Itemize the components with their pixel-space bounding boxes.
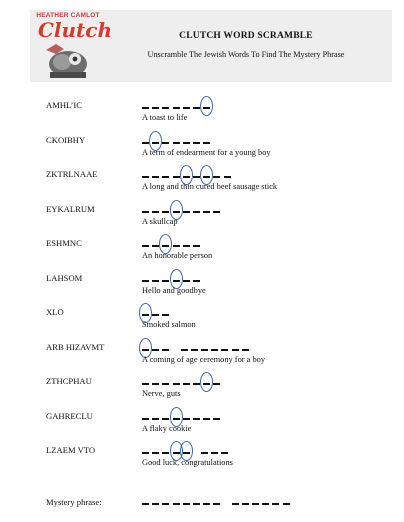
letter-blank[interactable] [193, 383, 200, 385]
letter-blank[interactable] [213, 383, 220, 385]
letter-blank[interactable] [142, 211, 149, 213]
letter-blank[interactable] [162, 349, 169, 351]
letter-blank[interactable] [152, 503, 159, 505]
letter-blank[interactable] [193, 503, 200, 505]
clue-text: An honorable person [142, 251, 213, 260]
letter-blank[interactable] [142, 418, 149, 420]
letter-blank[interactable] [252, 503, 259, 505]
letter-blank[interactable] [191, 349, 198, 351]
letter-blank[interactable] [183, 280, 190, 282]
scrambled-word: GAHRECLU [46, 410, 93, 421]
letter-blank[interactable] [283, 503, 290, 505]
letter-blank[interactable] [193, 280, 200, 282]
scrambled-word: AMHL’IC [46, 100, 82, 110]
letter-blank[interactable] [201, 452, 208, 454]
letter-blank[interactable] [142, 452, 149, 454]
letter-blank[interactable] [173, 503, 180, 505]
letter-blank[interactable] [183, 107, 190, 109]
letter-blank[interactable] [142, 142, 149, 144]
letter-blank[interactable] [183, 211, 190, 213]
letter-blank[interactable] [181, 349, 188, 351]
letter-blank[interactable] [242, 503, 249, 505]
letter-blank[interactable] [193, 176, 200, 178]
letter-blank[interactable] [152, 107, 159, 109]
letter-blank[interactable] [162, 383, 169, 385]
letter-blank[interactable] [162, 107, 169, 109]
letter-blank[interactable] [173, 176, 180, 178]
clue-text: Nerve, guts [142, 389, 181, 398]
letter-blank[interactable] [162, 503, 169, 505]
scrambled-word: ZTHCPHAU [46, 376, 92, 386]
letter-blank[interactable] [142, 245, 149, 247]
letter-blank[interactable] [173, 142, 180, 144]
scrambled-word: CKOIBHY [46, 134, 86, 145]
clue-text: Hello and goodbye [142, 285, 206, 295]
page-subtitle: Unscramble The Jewish Words To Find The Mystery Phrase [147, 50, 345, 59]
scrambled-word: ESHMNC [46, 238, 82, 248]
circled-letter-marker [200, 372, 213, 392]
clue-text: A toast to life [142, 113, 188, 122]
letter-blank[interactable] [162, 280, 169, 282]
letter-blank[interactable] [193, 142, 200, 144]
scrambled-word: EYKALRUM [46, 203, 95, 214]
letter-blank[interactable] [211, 349, 218, 351]
letter-blank[interactable] [213, 176, 220, 178]
clue-text: A long and thin cured beef sausage stick [142, 182, 278, 191]
letter-blank[interactable] [173, 245, 180, 247]
scrambled-word: ARB HIZAVMT [46, 341, 105, 352]
letter-blank[interactable] [183, 383, 190, 385]
letter-blank[interactable] [183, 503, 190, 505]
letter-blank[interactable] [232, 349, 239, 351]
logo-title: Clutch [38, 18, 113, 42]
letter-blank[interactable] [193, 107, 200, 109]
letter-blank[interactable] [242, 349, 249, 351]
letter-blank[interactable] [152, 383, 159, 385]
clue-text: Good luck, congratulations [142, 458, 233, 467]
letter-blank[interactable] [201, 349, 208, 351]
letter-blank[interactable] [173, 383, 180, 385]
letter-blank[interactable] [203, 418, 210, 420]
letter-blank[interactable] [142, 176, 149, 178]
clue-text: A skullcap [142, 216, 178, 226]
clue-text: Smoked salmon [142, 320, 196, 329]
letter-blank[interactable] [213, 503, 220, 505]
letter-blank[interactable] [152, 245, 159, 247]
letter-blank[interactable] [193, 418, 200, 420]
letter-blank[interactable] [221, 349, 228, 351]
letter-blank[interactable] [142, 503, 149, 505]
letter-blank[interactable] [152, 349, 159, 351]
clue-text: A flaky cookie [142, 423, 192, 433]
letter-blank[interactable] [173, 107, 180, 109]
letter-blank[interactable] [232, 503, 239, 505]
letter-blank[interactable] [162, 418, 169, 420]
circled-letter-marker [200, 96, 213, 116]
letter-blank[interactable] [152, 314, 159, 316]
letter-blank[interactable] [142, 383, 149, 385]
letter-blank[interactable] [213, 211, 220, 213]
letter-blank[interactable] [272, 503, 279, 505]
letter-blank[interactable] [142, 107, 149, 109]
letter-blank[interactable] [213, 418, 220, 420]
letter-blank[interactable] [152, 176, 159, 178]
clue-text: A term of endearment for a young boy [142, 147, 271, 157]
letter-blank[interactable] [142, 280, 149, 282]
scrambled-word: XLO [46, 307, 64, 317]
letter-blank[interactable] [221, 452, 228, 454]
clue-text: A coming of age ceremony for a boy [142, 354, 266, 364]
letter-blank[interactable] [162, 176, 169, 178]
letter-blank[interactable] [183, 245, 190, 247]
letter-blank[interactable] [203, 503, 210, 505]
scrambled-word: LAHSOM [46, 272, 83, 283]
logo-author-name: HEATHER CAMLOT [36, 12, 100, 19]
letter-blank[interactable] [262, 503, 269, 505]
letter-blank[interactable] [193, 245, 200, 247]
letter-blank[interactable] [224, 176, 231, 178]
scrambled-word: ZKTRLNAAE [46, 169, 98, 179]
letter-blank[interactable] [203, 142, 210, 144]
letter-blank[interactable] [162, 314, 169, 316]
letter-blank[interactable] [162, 142, 169, 144]
letter-blank[interactable] [203, 211, 210, 213]
letter-blank[interactable] [183, 418, 190, 420]
letter-blank[interactable] [152, 452, 159, 454]
scrambled-word: LZAEM VTO [46, 445, 96, 455]
letter-blank[interactable] [162, 452, 169, 454]
letter-blank[interactable] [211, 452, 218, 454]
letter-blank[interactable] [152, 418, 159, 420]
letter-blank[interactable] [193, 211, 200, 213]
page-title: CLUTCH WORD SCRAMBLE [179, 31, 313, 41]
letter-blank[interactable] [152, 280, 159, 282]
mystery-phrase-label: Mystery phrase: [46, 497, 102, 507]
letter-blank[interactable] [162, 211, 169, 213]
letter-blank[interactable] [183, 142, 190, 144]
letter-blank[interactable] [152, 211, 159, 213]
